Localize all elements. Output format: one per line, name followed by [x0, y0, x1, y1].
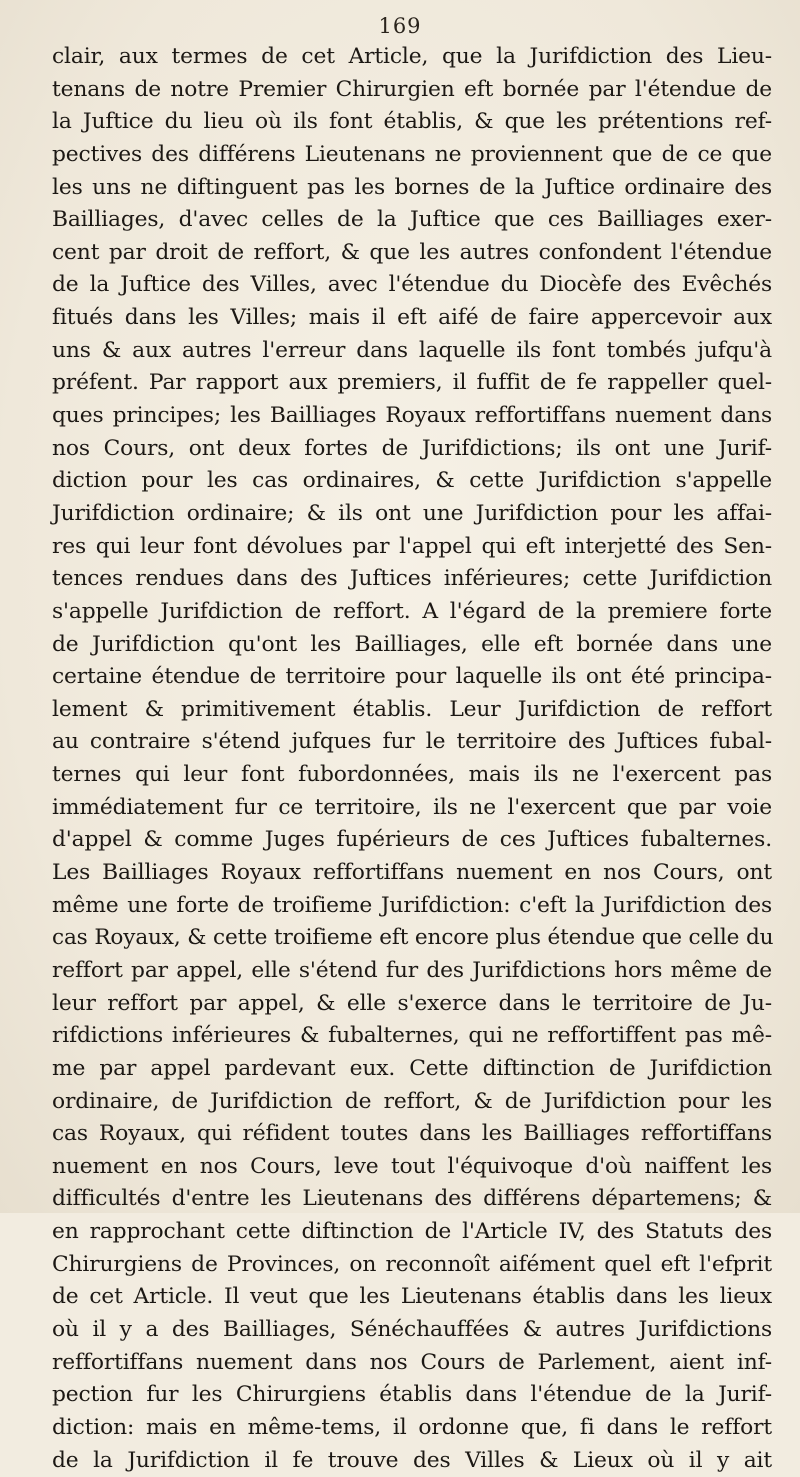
text-line: clair, aux termes de cet Article, que la Jurifdiction des Lieu- [52, 44, 772, 69]
text-line: Jurifdiction ordinaire; & ils ont une Jurifdiction pour les affai- [52, 500, 772, 526]
text-line: les uns ne diftinguent pas les bornes de la Juftice ordinaire des [52, 174, 772, 200]
text-line: préfent. Par rapport aux premiers, il fuffit de fe rappeller quel- [52, 370, 772, 396]
text-line: Bailliages, d'avec celles de la Juftice que ces Bailliages exer- [52, 207, 772, 233]
text-line: nuement en nos Cours, leve tout l'équivoque d'où naiffent les [52, 1153, 772, 1179]
text-line: uns & aux autres l'erreur dans laquelle ils font tombés jufqu'à [52, 337, 772, 363]
text-line: ordinaire, de Jurifdiction de reffort, & de Jurifdiction pour les [52, 1088, 772, 1114]
text-line: pection fur les Chirurgiens établis dans l'étendue de la Jurif- [52, 1382, 772, 1408]
text-line: reffortiffans nuement dans nos Cours de Parlement, aient inf- [52, 1349, 772, 1375]
text-line: en rapprochant cette diftinction de l'Article IV, des Statuts des [52, 1219, 772, 1245]
text-line: cas Royaux, qui réfident toutes dans les Bailliages reffortiffans [52, 1121, 772, 1147]
text-line: nos Cours, ont deux fortes de Jurifdictions; ils ont une Jurif- [52, 435, 772, 461]
text-line: de la Juftice des Villes, avec l'étendue du Diocèfe des Evêchés [52, 272, 772, 298]
text-line: res qui leur font dévolues par l'appel qui eft interjetté des Sen- [52, 533, 772, 559]
text-line: de Jurifdiction qu'ont les Bailliages, elle eft bornée dans une [52, 631, 772, 657]
text-line: diction pour les cas ordinaires, & cette Jurifdiction s'appelle [52, 468, 772, 494]
text-line: reffort par appel, elle s'étend fur des Jurifdictions hors même de [52, 957, 772, 983]
text-line: leur reffort par appel, & elle s'exerce dans le territoire de Ju- [52, 990, 772, 1016]
text-line: tences rendues dans des Juftices inférieures; cette Jurifdiction [52, 566, 772, 592]
text-line: cas Royaux, & cette troifieme eft encore plus étendue que celle du [52, 925, 774, 951]
text-line: au contraire s'étend jufques fur le territoire des Juftices fubal- [52, 729, 772, 755]
page-number: 169 [378, 14, 422, 38]
body-text [52, 41, 772, 1477]
text-line: de la Jurifdiction il fe trouve des Villes & Lieux où il y ait [52, 1447, 772, 1473]
text-line: rifdictions inférieures & fubalternes, qui ne reffortiffent pas mê- [52, 1023, 772, 1049]
text-line: Les Bailliages Royaux reffortiffans nuement en nos Cours, ont [52, 860, 772, 886]
text-line: fitués dans les Villes; mais il eft aifé de faire appercevoir aux [52, 305, 772, 331]
text-line: diction: mais en même-tems, il ordonne que, fi dans le reffort [52, 1414, 772, 1440]
text-line: immédiatement fur ce territoire, ils ne l'exercent que par voie [52, 794, 772, 820]
text-line: pectives des différens Lieutenans ne proviennent que de ce que [52, 141, 772, 167]
text-line: la Juftice du lieu où ils font établis, & que les prétentions ref- [52, 109, 772, 135]
text-line: me par appel pardevant eux. Cette diftinction de Jurifdiction [52, 1055, 772, 1081]
text-line: d'appel & comme Juges fupérieurs de ces Juftices fubalternes. [52, 827, 772, 853]
text-line: cent par droit de reffort, & que les autres confondent l'étendue [52, 239, 772, 265]
text-line: lement & primitivement établis. Leur Jurifdiction de reffort [52, 696, 772, 722]
text-line: certaine étendue de territoire pour laquelle ils ont été principa- [52, 664, 772, 690]
text-line: difficultés d'entre les Lieutenans des différens départemens; & [52, 1186, 772, 1212]
text-line: ques principes; les Bailliages Royaux reffortiffans nuement dans [52, 403, 772, 429]
text-line: s'appelle Jurifdiction de reffort. A l'égard de la premiere forte [52, 598, 772, 624]
text-line: ternes qui leur font fubordonnées, mais ils ne l'exercent pas [52, 762, 772, 788]
text-line: Chirurgiens de Provinces, on reconnoît aifément quel eft l'efprit [52, 1251, 772, 1277]
text-line: où il y a des Bailliages, Sénéchauffées & autres Jurifdictions [52, 1316, 772, 1342]
text-line: tenans de notre Premier Chirurgien eft bornée par l'étendue de [52, 76, 772, 102]
text-line: de cet Article. Il veut que les Lieutenans établis dans les lieux [52, 1284, 772, 1310]
text-line: même une forte de troifieme Jurifdiction: c'eft la Jurifdiction des [52, 892, 772, 918]
